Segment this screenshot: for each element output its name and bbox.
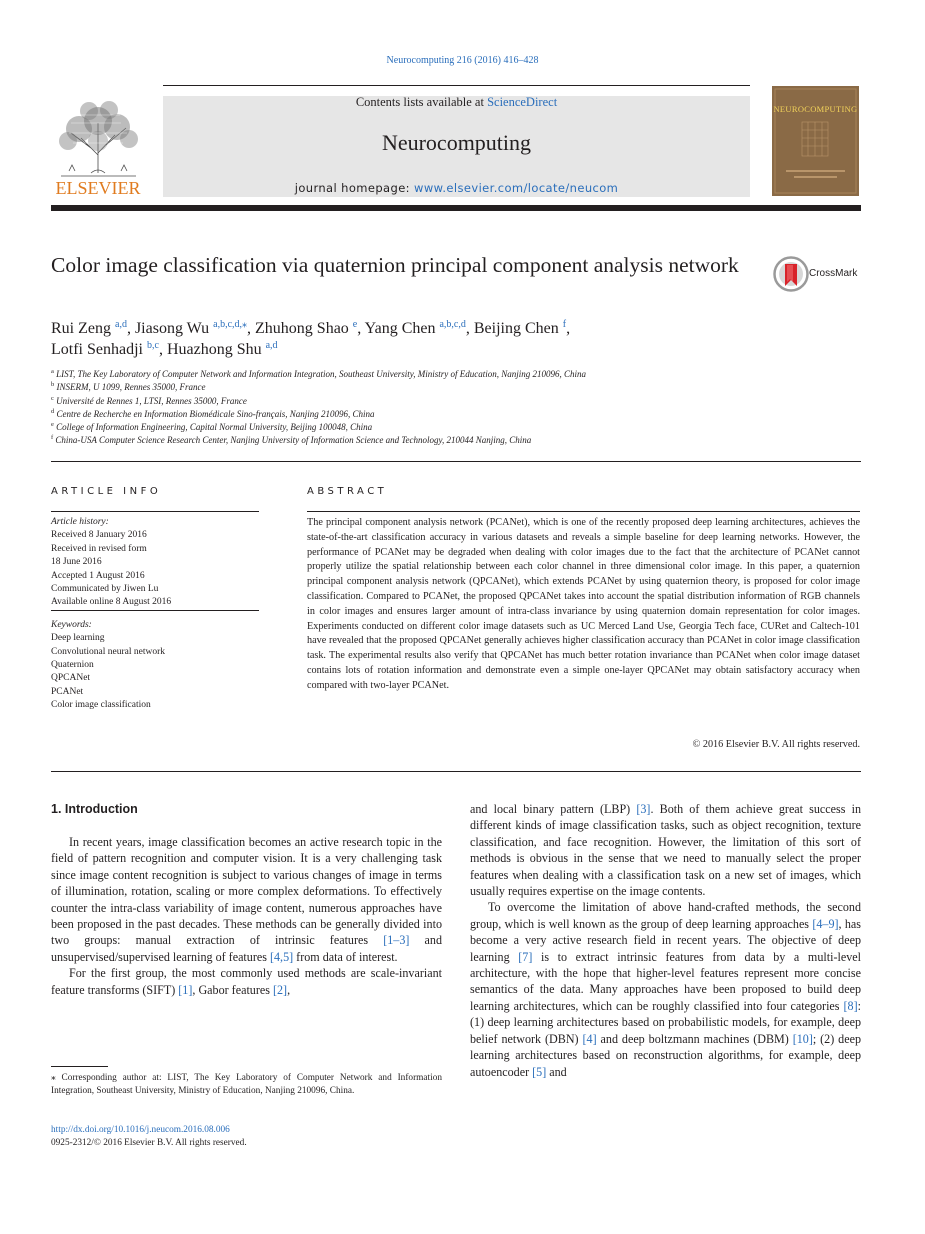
article-info-heading: ARTICLE INFO: [51, 486, 162, 497]
author-name[interactable]: Lotfi Senhadji: [51, 341, 143, 358]
doi-block: [51, 1124, 247, 1150]
body-paragraph: [51, 834, 442, 965]
crossmark-icon: [773, 256, 809, 292]
crossmark-label: CrossMark: [809, 268, 858, 279]
citation-link[interactable]: [4,5]: [269, 949, 294, 964]
body-text: , has become a very active research field in recent years. The objective of deep learning: [470, 916, 862, 964]
keyword-item: Color image classification: [51, 700, 151, 711]
author-name[interactable]: Jiasong Wu: [134, 320, 210, 337]
body-text: and deep boltzmann machines (DBM): [596, 1031, 793, 1046]
abstract-copyright: © 2016 Elsevier B.V. All rights reserved.: [692, 739, 860, 750]
citation-link[interactable]: [4–9]: [812, 916, 839, 931]
affiliation-item: [51, 421, 861, 434]
intro-heading: 1. Introduction: [51, 802, 138, 816]
citation-link[interactable]: [5]: [532, 1064, 547, 1079]
history-rule: [51, 610, 259, 611]
body-text: , Gabor features: [192, 982, 273, 997]
journal-reference[interactable]: Neurocomputing 216 (2016) 416–428: [386, 55, 539, 66]
author-separator: ,: [126, 320, 135, 337]
affiliation-key: a: [51, 368, 54, 375]
abstract-bottom-rule: [51, 771, 861, 772]
affiliation-text: College of Information Engineering, Capital Normal University, Beijing 100048, China: [56, 422, 373, 433]
history-item: Communicated by Jiwen Lu: [51, 584, 159, 595]
history-item: Accepted 1 August 2016: [51, 570, 145, 581]
publisher-wordmark: ELSEVIER: [55, 178, 141, 197]
header-bottom-rule: [51, 205, 861, 211]
history-item: Available online 8 August 2016: [51, 597, 172, 608]
affiliation-item: [51, 434, 861, 447]
keyword-item: Quaternion: [51, 660, 94, 671]
history-item: 18 June 2016: [51, 557, 102, 568]
elsevier-tree-icon: [51, 93, 146, 197]
affiliation-text: Université de Rennes 1, LTSI, Rennes 35000, France: [56, 395, 247, 406]
author-separator: ,: [247, 320, 256, 337]
body-text: and local binary pattern (LBP): [470, 802, 637, 816]
body-text: In recent years, image classification becomes an active research topic in the field of pattern recognition and computer vision. It is a very challenging task since image content recognition is subject to various changes of image in terms of illumination, rotation, scaling or more complex deformations. To effectively counter the intra-class variability of image content, numerous approaches have been proposed in the past decades. These methods can be generally divided into two groups: manual extraction of intrinsic features: [51, 835, 442, 948]
body-text: To overcome the limitation of above hand-crafted methods, the second group, which is well known as the group of deep learning approaches: [470, 900, 861, 931]
body-paragraph: [470, 801, 861, 899]
citation-link[interactable]: [7]: [518, 949, 533, 964]
history-item: Received 8 January 2016: [51, 530, 147, 541]
author-affiliation-marks[interactable]: f: [562, 319, 567, 330]
citation-link[interactable]: [2]: [272, 982, 288, 997]
citation-link[interactable]: [1]: [178, 982, 193, 997]
body-text: ,: [287, 982, 291, 997]
author-separator: ,: [357, 320, 365, 337]
body-text: . Both of them achieve great success in different kinds of image classification tasks, such as object recognition, texture classification, and face recognition. However, the limitation of this sort of methods is obvious in the sense that we need to manually select the proper features when dealing with a classification task on a new set of images, which usually requires expertise on the image contents.: [470, 802, 861, 899]
body-text: ; (2) deep learning architectures based on reconstruction algorithms, for example, deep autoencoder: [470, 1031, 861, 1079]
header-top-rule: [163, 85, 750, 86]
citation-link[interactable]: [8]: [843, 998, 858, 1013]
author-list: [51, 318, 861, 360]
body-text: and unsupervised/supervised learning of features: [51, 933, 442, 964]
journal-name: Neurocomputing: [381, 130, 532, 155]
article-title: Color image classification via quaternion principal component analysis network: [51, 253, 739, 277]
abstract-text: The principal component analysis network (PCANet), which is one of the recently proposed deep learning architectures, achieves the state-of-the-art classification accuracy in various datasets and reveals a simple baseline for deep learning networks. However, the performance of PCANet may be degraded when dealing with color images due to the fact that the architecture of PCANet cannot properly utilize the spatial relationship between each color channel in three dimensional color image. In this paper, a quaternion principal component analysis network (QPCANet), which extends PCANet by using quaternion theory, is proposed for color image classification. Compared to PCANet, the proposed QPCANet takes into account the spatial distribution information of RGB channels in color images and ensures larger amount of intra-class invariance by using quaternion domain representation for color images. Experiments conducted on different color image datasets such as UC Merced Land Use, Georgia Tech face, CURet and Caltech-101 have revealed that the proposed QPCANet generally achieves higher classification accuracy than PCANet in color image classification task. The experimental results also verify that QPCANet has much better rotation invariance than PCANet when color image dataset contains lots of rotation information and demonstrate even a simple one-layer QPCANet may obtain satisfactory accuracy when compared with two-layer PCANet.: [307, 517, 860, 691]
affiliation-list: [51, 368, 861, 448]
body-paragraph: [470, 899, 861, 1079]
affiliation-item: [51, 408, 861, 421]
citation-link[interactable]: [10]: [792, 1031, 813, 1046]
footnote-rule: [51, 1066, 108, 1067]
affiliation-key: b: [51, 381, 55, 389]
body-text: and: [546, 1064, 567, 1079]
keywords-label: Keywords:: [51, 619, 92, 630]
citation-link[interactable]: [4]: [582, 1031, 597, 1046]
article-info-rule: [51, 511, 259, 512]
author-affiliation-marks[interactable]: a,d: [265, 340, 278, 351]
affiliation-text: INSERM, U 1099, Rennes 35000, France: [56, 382, 206, 393]
author-separator: ,: [465, 320, 474, 337]
author-separator: ,: [566, 320, 571, 337]
body-text: from data of interest.: [293, 949, 398, 964]
affiliation-text: Centre de Recherche en Information Biomédicale Sino-français, Nanjing 210096, China: [56, 408, 375, 419]
body-text: is to extract intrinsic features from data by a multi-level architecture, with the hope that higher-level features represent more concise semantics of the data. Many approaches have been proposed to build deep learning architectures, which can be roughly classified into four categories: [470, 949, 861, 1013]
citation-link[interactable]: [3]: [636, 802, 651, 816]
homepage-line: [163, 181, 750, 195]
cover-title: NEUROCOMPUTING: [773, 104, 858, 114]
history-item: Received in revised form: [51, 543, 147, 554]
author-name[interactable]: Huazhong Shu: [166, 341, 262, 358]
elsevier-logo[interactable]: [51, 93, 146, 197]
sciencedirect-link[interactable]: ScienceDirect: [487, 95, 558, 109]
author-name[interactable]: Beijing Chen: [473, 320, 559, 337]
intro-left-column: [51, 834, 442, 998]
keyword-item: PCANet: [51, 686, 84, 697]
keyword-item: QPCANet: [51, 673, 91, 684]
contents-prefix: Contents lists available at: [355, 95, 488, 109]
cover-pattern-icon: [772, 86, 859, 196]
affiliation-key: c: [51, 394, 54, 402]
article-info: [51, 516, 259, 713]
affiliation-key: e: [51, 421, 54, 429]
affiliation-divider: [51, 461, 861, 462]
affiliation-key: f: [51, 434, 54, 442]
corresponding-author-footnote: ⁎ Corresponding author at: LIST, The Key Laboratory of Computer Network and Information Integration, Southeast University, Ministry of Education, Nanjing 210096, China.: [51, 1073, 442, 1096]
author-affiliation-marks[interactable]: a,b,c,d: [439, 319, 466, 330]
keyword-item: Deep learning: [51, 633, 105, 644]
abstract-rule: [307, 511, 860, 512]
body-text: For the first group, the most commonly used methods are scale-invariant feature transforms (SIFT): [51, 966, 442, 997]
history-list: [51, 529, 259, 609]
affiliation-text: China-USA Computer Science Research Center, Nanjing University of Information Science and Technology, 210044 Nanjing, China: [55, 435, 532, 446]
author-affiliation-marks[interactable]: e: [352, 319, 358, 330]
author-separator: ,: [158, 341, 167, 358]
body-text: : (1) deep learning architectures based on probabilistic models, for example, deep belief network (DBN): [470, 998, 861, 1046]
intro-right-column: [470, 801, 861, 1080]
keyword-list: [51, 632, 259, 712]
keyword-item: Convolutional neural network: [51, 646, 165, 657]
abstract-heading: ABSTRACT: [307, 486, 388, 497]
issn-line: 0925-2312/© 2016 Elsevier B.V. All rights reserved.: [51, 1138, 247, 1148]
journal-cover-image[interactable]: [772, 86, 859, 196]
affiliation-key: d: [51, 407, 55, 415]
homepage-link[interactable]: www.elsevier.com/locate/neucom: [414, 181, 619, 195]
affiliation-text: LIST, The Key Laboratory of Computer Network and Information Integration, Southeast University, Ministry of Education, Nanjing 210096, China: [56, 369, 586, 379]
contents-line: [163, 95, 750, 110]
author-name[interactable]: Yang Chen: [364, 320, 436, 337]
author-name[interactable]: Rui Zeng: [51, 320, 111, 337]
affiliation-item: [51, 368, 861, 381]
history-label: Article history:: [51, 517, 109, 527]
doi-link[interactable]: http://dx.doi.org/10.1016/j.neucom.2016.08.006: [51, 1125, 230, 1135]
author-name[interactable]: Zhuhong Shao: [255, 320, 349, 337]
author-affiliation-marks[interactable]: a,b,c,d,⁎: [213, 319, 248, 330]
body-paragraph: [51, 965, 442, 998]
affiliation-item: [51, 381, 861, 394]
citation-link[interactable]: [1–3]: [383, 933, 410, 948]
homepage-prefix: journal homepage:: [294, 181, 415, 195]
author-affiliation-marks[interactable]: b,c: [146, 340, 159, 351]
affiliation-item: [51, 395, 861, 408]
author-affiliation-marks[interactable]: a,d: [115, 319, 127, 330]
